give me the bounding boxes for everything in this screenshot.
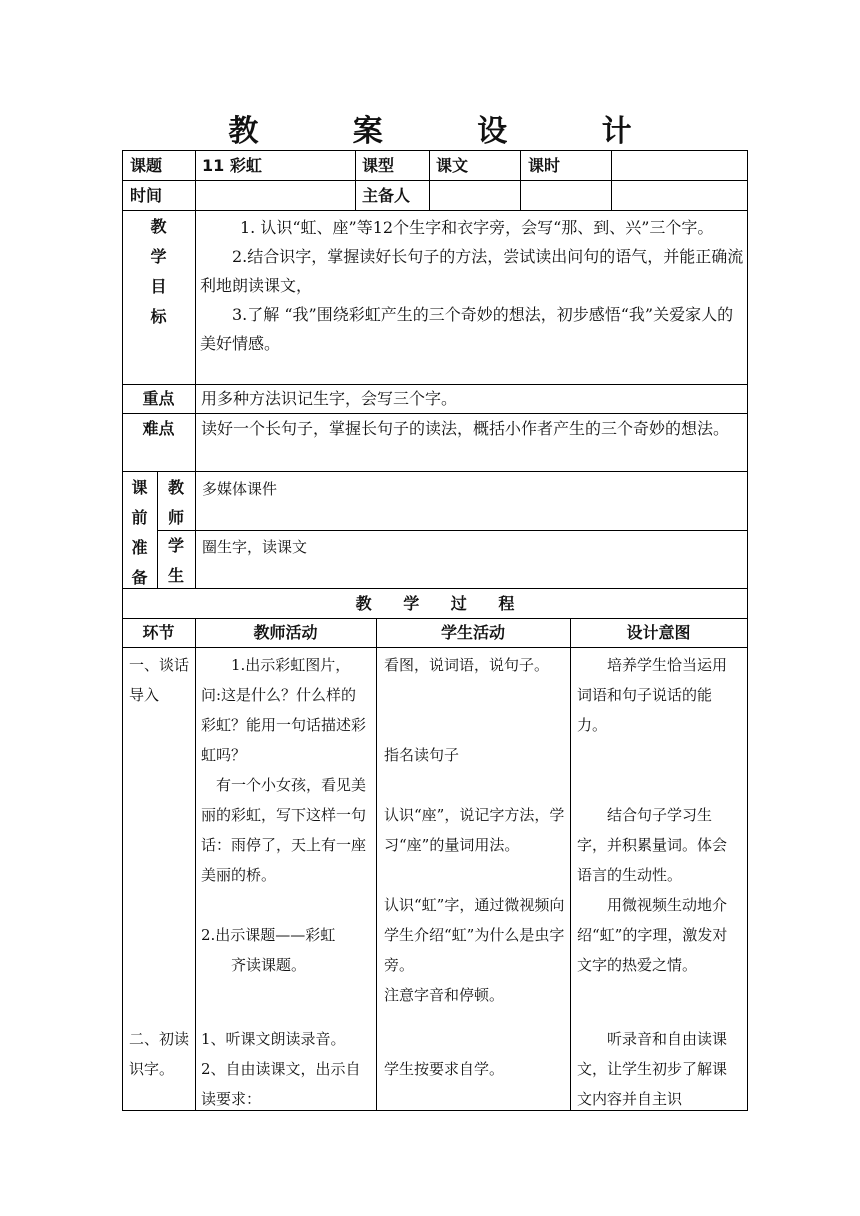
topic-value: 11 彩虹	[202, 156, 262, 175]
stage-2: 二、初读识字。	[129, 1030, 190, 1078]
design-intent-2: 听录音和自由读课文，让学生初步了解课文内容并自主识	[577, 1030, 728, 1108]
key-point-text: 用多种方法识记生字，会写三个字。	[201, 389, 458, 408]
goal-item: 2.结合识字，掌握读好长句子的方法，尝试读出问句的语气，并能正确流利地朗读课文，	[200, 247, 744, 295]
difficulty-text: 读好一个长句子，掌握长句子的读法，概括小作者产生的三个奇妙的想法。	[201, 419, 730, 438]
process-title: 教 学 过 程	[355, 594, 515, 613]
header-teacher-activity: 教师活动	[253, 623, 318, 642]
header-stage: 环节	[142, 623, 175, 642]
period-label: 课时	[528, 156, 561, 175]
goals-label: 教 学 目 标	[150, 217, 167, 326]
goal-item: 1. 认识“虹、座”等12个生字和衣字旁，会写“那、到、兴”三个字。	[240, 218, 714, 237]
prep-label: 课 前 准 备	[131, 478, 148, 587]
time-label: 时间	[130, 186, 163, 205]
prep-student-label: 学 生	[167, 536, 184, 585]
goal-item: 3.了解 “我”围绕彩虹产生的三个奇妙的想法，初步感悟“我”关爱家人的美好情感。	[200, 305, 734, 353]
header-design-intent: 设计意图	[626, 623, 691, 642]
document-title: 教 案 设 计	[228, 114, 674, 149]
type-label: 课型	[362, 156, 395, 175]
preparer-label: 主备人	[362, 186, 411, 205]
key-point-label: 重点	[142, 389, 175, 408]
difficulty-label: 难点	[142, 419, 175, 438]
header-student-activity: 学生活动	[440, 623, 505, 642]
goals-list	[200, 213, 745, 358]
topic-label: 课题	[130, 156, 163, 175]
teacher-activity-1: 1.出示彩虹图片，问:这是什么？什么样的彩虹？能用一句话描述彩虹吗？ 有一个小女孩，看见美丽的彩虹，写下这样一句话：雨停了，天上有一座美丽的桥。 2.出示课题——彩虹 齐读课题。	[201, 656, 367, 974]
design-intent-1: 培养学生恰当运用词语和句子说话的能力。 结合句子学习生字，并积累量词。体会语言的生动性。 用微视频生动地介绍“虹”的字理，激发对文字的热爱之情。	[577, 656, 728, 974]
teacher-activity-2: 1、听课文朗读录音。 2、自由读课文，出示自读要求：	[201, 1030, 361, 1108]
student-activity-1: 看图，说词语，说句子。 指名读句子 认识“座”，说记字方法，学习“座”的量词用法。 认识“虹”字，通过微视频向学生介绍“虹”为什么是虫字旁。 注意字音和停顿。	[384, 656, 565, 1004]
type-value: 课文	[436, 156, 469, 175]
prep-teacher-label: 教 师	[167, 478, 184, 527]
prep-student-text: 圈生字，读课文	[202, 538, 308, 556]
stage-1: 一、谈话导入	[129, 656, 190, 704]
student-activity-2: 学生按要求自学。	[384, 1060, 505, 1078]
prep-teacher-text: 多媒体课件	[202, 480, 278, 498]
